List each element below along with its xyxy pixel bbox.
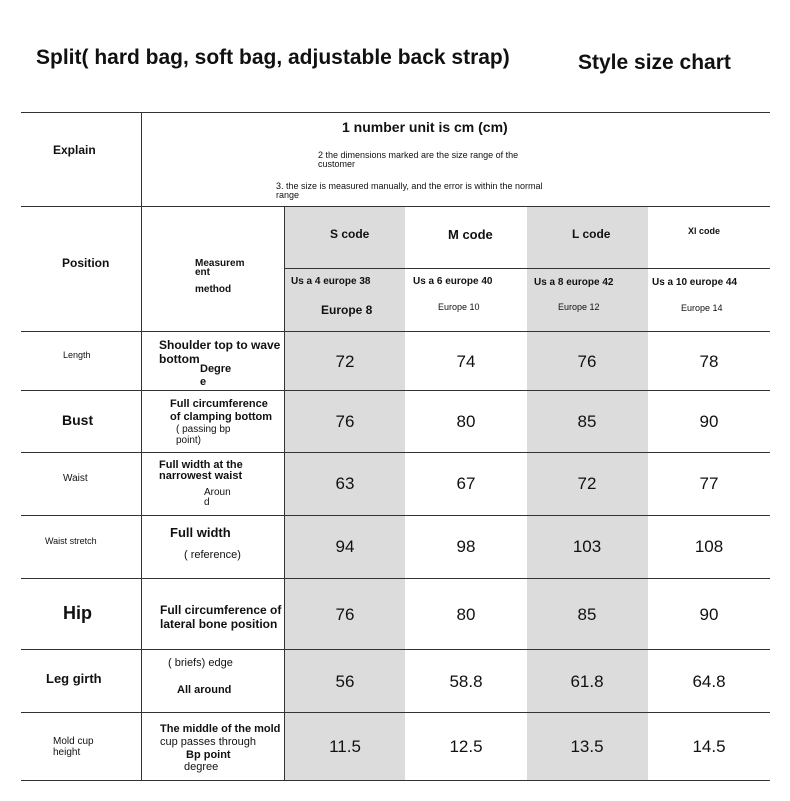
size-europe-m: Europe 10 [438,302,480,312]
method-waist-3: Aroun [204,487,231,498]
value-waist-stretch-s: 94 [335,537,355,556]
row-label-leg-girth: Leg girth [46,671,102,686]
value-length-l: 76 [577,352,597,371]
method-mold-cup-4: degree [184,761,219,773]
value-length-s: 72 [335,352,355,371]
size-code-xl: Xl code [688,226,721,236]
value-mold-cup-s: 11.5 [329,737,361,756]
row-label-hip: Hip [63,603,92,623]
method-waist-stretch-1: Full width [170,525,231,540]
value-hip-l: 85 [577,605,597,624]
value-hip-s: 76 [335,605,355,624]
size-europe-l: Europe 12 [558,302,600,312]
method-waist-2: narrowest waist [159,470,243,482]
method-label-a: Measurem [195,258,245,269]
explain-note-3a: 3. the size is measured manually, and the error is within the normal [276,181,543,191]
value-hip-xl: 90 [699,605,719,624]
method-leg-girth-1: ( briefs) edge [168,657,233,669]
method-leg-girth-2: All around [177,684,232,696]
method-length-1: Shoulder top to wave [159,338,281,352]
value-waist-stretch-m: 98 [456,537,476,556]
method-mold-cup-2: cup passes through [160,736,257,748]
method-label-b: ent [195,267,210,278]
size-europe-s: Europe 8 [321,303,373,317]
explain-note-2b: customer [318,159,356,169]
chart-title: Split( hard bag, soft bag, adjustable back strap) [36,46,510,69]
value-waist-stretch-xl: 108 [694,537,724,556]
method-bust-2: of clamping bottom [170,411,273,423]
explain-unit-note: 1 number unit is cm (cm) [342,119,508,135]
position-label: Position [62,256,110,270]
method-mold-cup-3: Bp point [186,749,231,761]
method-length-4: e [200,376,207,388]
method-hip-2: lateral bone position [160,617,278,631]
value-waist-l: 72 [577,474,597,493]
explain-note-2a: 2 the dimensions marked are the size range of the [318,150,519,160]
value-bust-xl: 90 [699,412,719,431]
row-label-waist-stretch: Waist stretch [45,536,97,546]
method-bust-1: Full circumference [170,398,268,410]
method-bust-4: point) [176,435,202,446]
method-waist-stretch-2: ( reference) [184,549,241,561]
value-leg-girth-l: 61.8 [570,672,604,691]
value-hip-m: 80 [456,605,476,624]
style-size-chart-title: Style size chart [578,51,731,74]
value-waist-xl: 77 [699,474,719,493]
value-leg-girth-s: 56 [335,672,355,691]
row-label-length: Length [63,350,91,360]
method-bust-3: ( passing bp [176,424,231,435]
value-waist-m: 67 [456,474,476,493]
row-label-bust: Bust [62,412,94,428]
value-bust-m: 80 [456,412,476,431]
size-us-s: Us a 4 europe 38 [291,276,371,287]
size-us-l: Us a 8 europe 42 [534,277,614,288]
value-mold-cup-l: 13.5 [570,737,604,756]
value-waist-s: 63 [335,474,355,493]
value-bust-s: 76 [335,412,355,431]
method-waist-4: d [204,497,210,508]
method-waist-1: Full width at the [159,459,243,471]
explain-note-3b: range [276,190,300,200]
size-us-xl: Us a 10 europe 44 [652,277,738,288]
row-label-mold-cup-b: height [53,747,81,758]
method-hip-1: Full circumference of [160,603,282,617]
value-waist-stretch-l: 103 [572,537,602,556]
method-length-2: bottom [159,352,200,366]
method-length-3: Degre [200,363,232,375]
explain-label: Explain [53,143,96,157]
value-length-xl: 78 [699,352,719,371]
row-label-waist: Waist [63,473,88,484]
value-bust-l: 85 [577,412,597,431]
method-label-c: method [195,284,232,295]
size-code-s: S code [330,227,370,241]
size-code-m: M code [448,227,493,242]
row-label-mold-cup-a: Mold cup [53,736,94,747]
value-mold-cup-xl: 14.5 [692,737,726,756]
method-mold-cup-1: The middle of the mold [160,723,281,735]
size-us-m: Us a 6 europe 40 [413,276,493,287]
value-mold-cup-m: 12.5 [449,737,483,756]
size-code-l: L code [572,227,611,241]
value-length-m: 74 [456,352,476,371]
value-leg-girth-m: 58.8 [449,672,483,691]
size-europe-xl: Europe 14 [681,303,723,313]
value-leg-girth-xl: 64.8 [692,672,726,691]
